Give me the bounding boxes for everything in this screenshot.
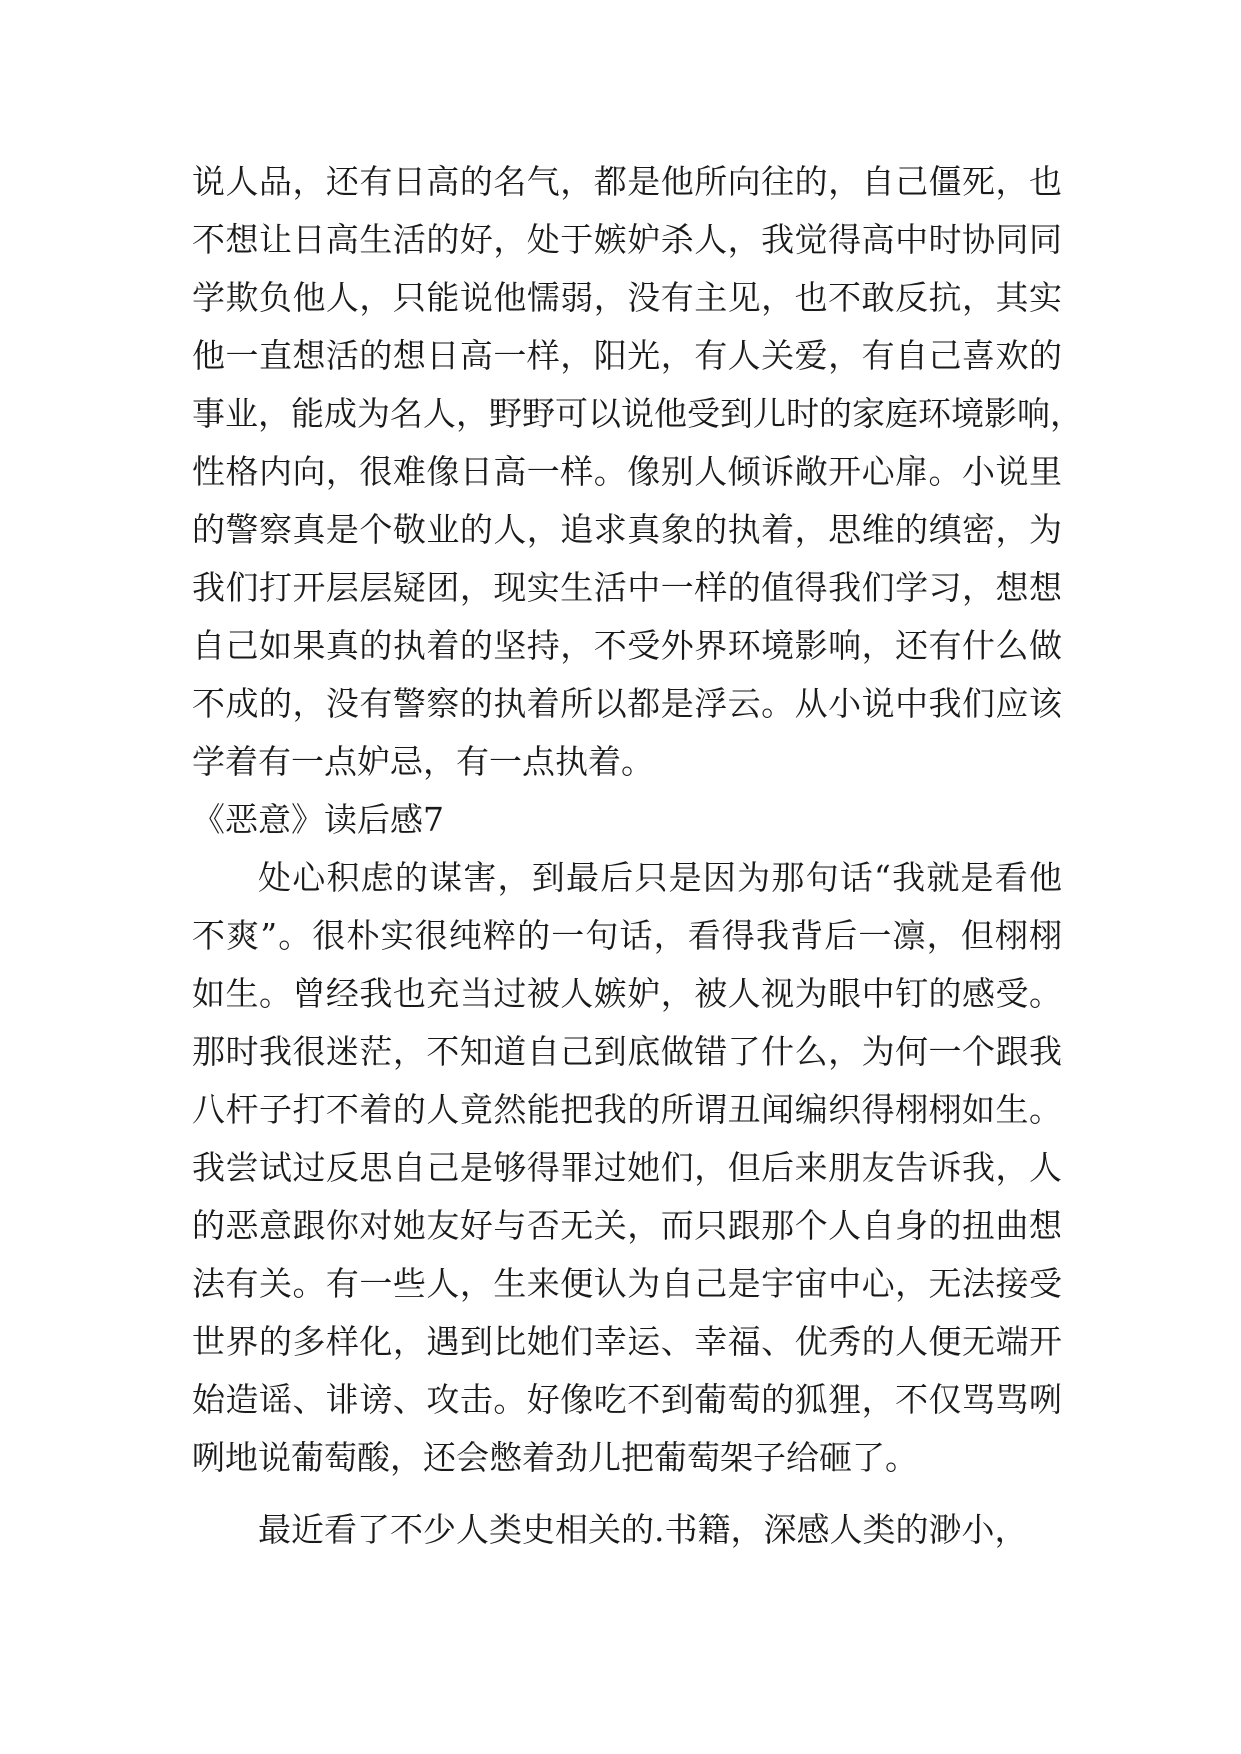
text-line: 学着有一点妒忌，有一点执着。 xyxy=(192,742,654,781)
text-line: 始造谣、诽谤、攻击。好像吃不到葡萄的狐狸，不仅骂骂咧 xyxy=(192,1380,1062,1419)
text-line: 法有关。有一些人，生来便认为自己是宇宙中心，无法接受 xyxy=(192,1264,1062,1303)
text-line: 的警察真是个敬业的人，追求真象的执着，思维的缜密，为 xyxy=(192,510,1062,549)
text-line: 最近看了不少人类史相关的.书籍，深感人类的渺小， xyxy=(258,1510,1028,1549)
text-line: 我尝试过反思自己是够得罪过她们，但后来朋友告诉我，人 xyxy=(192,1148,1062,1187)
text-line: 处心积虑的谋害，到最后只是因为那句话“我就是看他 xyxy=(258,858,1062,897)
text-line: 不想让日高生活的好，处于嫉妒杀人，我觉得高中时协同同 xyxy=(192,220,1062,259)
text-line: 性格内向，很难像日高一样。像别人倾诉敞开心扉。小说里 xyxy=(192,452,1062,491)
text-line: 事业，能成为名人，野野可以说他受到儿时的家庭环境影响， xyxy=(192,394,1083,433)
text-line: 那时我很迷茫，不知道自己到底做错了什么，为何一个跟我 xyxy=(192,1032,1062,1071)
text-line: 八杆子打不着的人竟然能把我的所谓丑闻编织得栩栩如生。 xyxy=(192,1090,1062,1129)
text-line: 我们打开层层疑团，现实生活中一样的值得我们学习，想想 xyxy=(192,568,1062,607)
text-line: 如生。曾经我也充当过被人嫉妒，被人视为眼中钉的感受。 xyxy=(192,974,1062,1013)
text-line: 不成的，没有警察的执着所以都是浮云。从小说中我们应该 xyxy=(192,684,1062,723)
section-heading: 《恶意》读后感7 xyxy=(192,800,444,839)
text-line: 咧地说葡萄酸，还会憋着劲儿把葡萄架子给砸了。 xyxy=(192,1438,918,1477)
text-line: 说人品，还有日高的名气，都是他所向往的，自己僵死，也 xyxy=(192,162,1062,201)
text-line: 学欺负他人，只能说他懦弱，没有主见，也不敢反抗，其实 xyxy=(192,278,1062,317)
text-line: 不爽”。很朴实很纯粹的一句话，看得我背后一凛，但栩栩 xyxy=(192,916,1062,955)
text-line: 他一直想活的想日高一样，阳光，有人关爱，有自己喜欢的 xyxy=(192,336,1062,375)
text-line: 世界的多样化，遇到比她们幸运、幸福、优秀的人便无端开 xyxy=(192,1322,1062,1361)
text-line: 的恶意跟你对她友好与否无关，而只跟那个人自身的扭曲想 xyxy=(192,1206,1062,1245)
text-line: 自己如果真的执着的坚持，不受外界环境影响，还有什么做 xyxy=(192,626,1062,665)
